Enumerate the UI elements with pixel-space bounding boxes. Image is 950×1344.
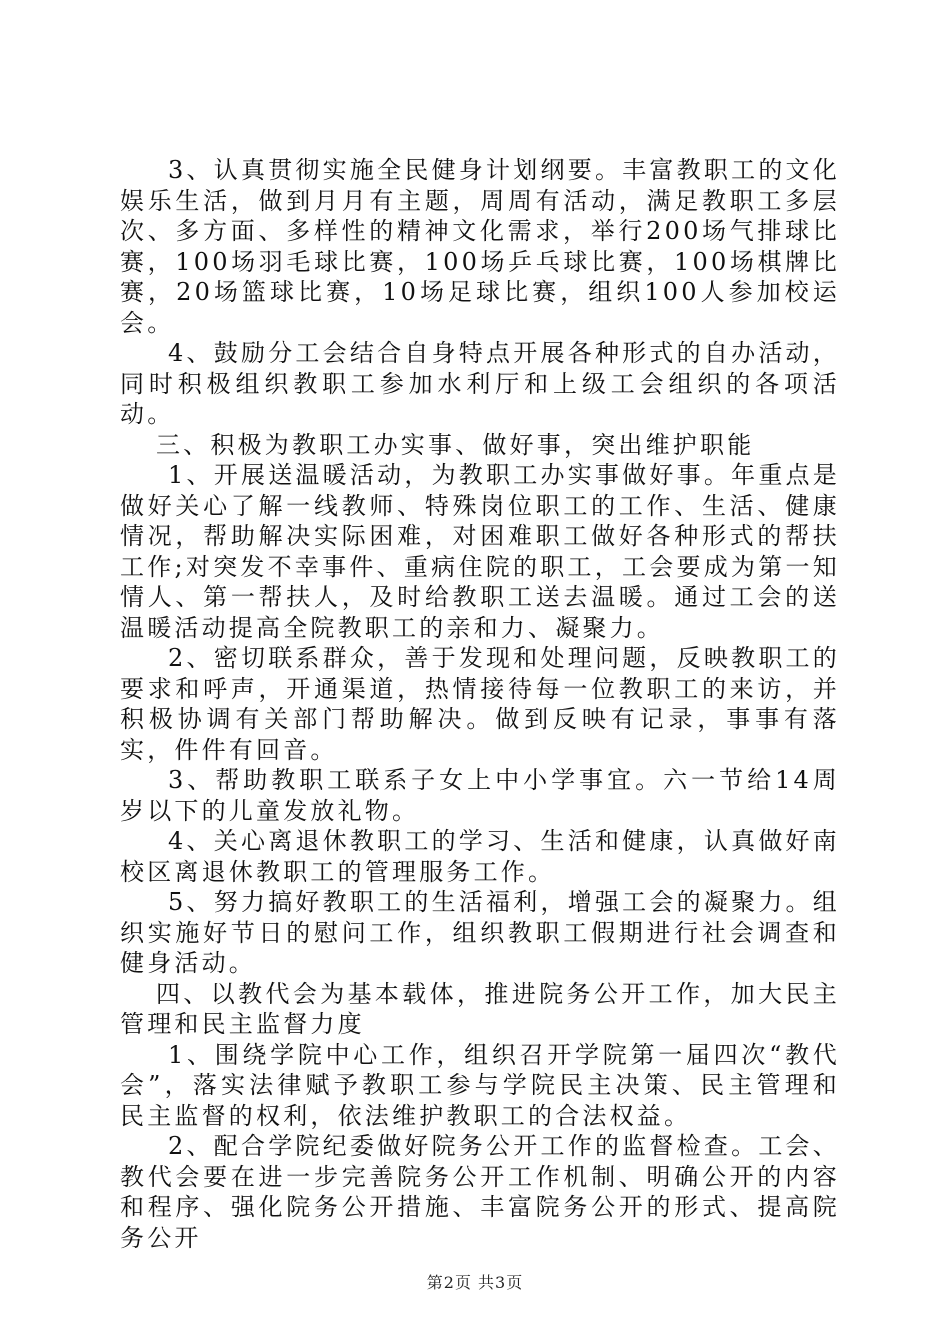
paragraph-children-schooling: 3、帮助教职工联系子女上中小学事宜。六一节给14周岁以下的儿童发放礼物。 (120, 766, 840, 825)
paragraph-branch-activities: 4、鼓励分工会结合自身特点开展各种形式的自办活动，同时积极组织教职工参加水利厅和上级工会组织的各项活动。 (120, 339, 840, 428)
paragraph-staff-congress: 1、围绕学院中心工作，组织召开学院第一届四次“教代会”，落实法律赋予教职工参与学院民主决策、民主管理和民主监督的权利，依法维护教职工的合法权益。 (120, 1040, 840, 1130)
paragraph-contact-masses: 2、密切联系群众，善于发现和处理问题，反映教职工的要求和呼声，开通渠道，热情接待每一位教职工的来访，并积极协调有关部门帮助解决。做到反映有记录，事事有落实，件件有回音。 (120, 644, 840, 764)
paragraph-affairs-disclosure: 2、配合学院纪委做好院务公开工作的监督检查。工会、教代会要在进一步完善院务公开工作机制、明确公开的内容和程序、强化院务公开措施、丰富院务公开的形式、提高院务公开 (120, 1132, 840, 1252)
section-heading-three: 三、积极为教职工办实事、做好事，突出维护职能 (156, 430, 755, 459)
document-body (120, 155, 840, 1253)
section-heading-four: 四、以教代会为基本载体，推进院务公开工作，加大民主管理和民主监督力度 (120, 979, 840, 1038)
paragraph-warmth-activities: 1、开展送温暖活动，为教职工办实事做好事。年重点是做好关心了解一线教师、特殊岗位职工的工作、生活、健康情况，帮助解决实际困难，对困难职工做好各种形式的帮扶工作;对突发不幸事件、重病住院的职工，工会要成为第一知情人、第一帮扶人，及时给教职工送去温暖。通过工会的送温暖活动提高全院教职工的亲和力、凝聚力。 (120, 461, 840, 642)
paragraph-fitness-plan: 3、认真贯彻实施全民健身计划纲要。丰富教职工的文化娱乐生活，做到月月有主题，周周有活动，满足教职工多层次、多方面、多样性的精神文化需求，举行200场气排球比赛，100场羽毛球比赛，100场乒乓球比赛，100场棋牌比赛，20场篮球比赛，10场足球比赛，组织100人参加校运会。 (120, 156, 840, 337)
page-number-footer: 第2页 共3页 (426, 1273, 524, 1292)
paragraph-retirees: 4、关心离退休教职工的学习、生活和健康，认真做好南校区离退休教职工的管理服务工作。 (120, 827, 840, 886)
paragraph-welfare: 5、努力搞好教职工的生活福利，增强工会的凝聚力。组织实施好节日的慰问工作，组织教职工假期进行社会调查和健身活动。 (120, 888, 840, 977)
